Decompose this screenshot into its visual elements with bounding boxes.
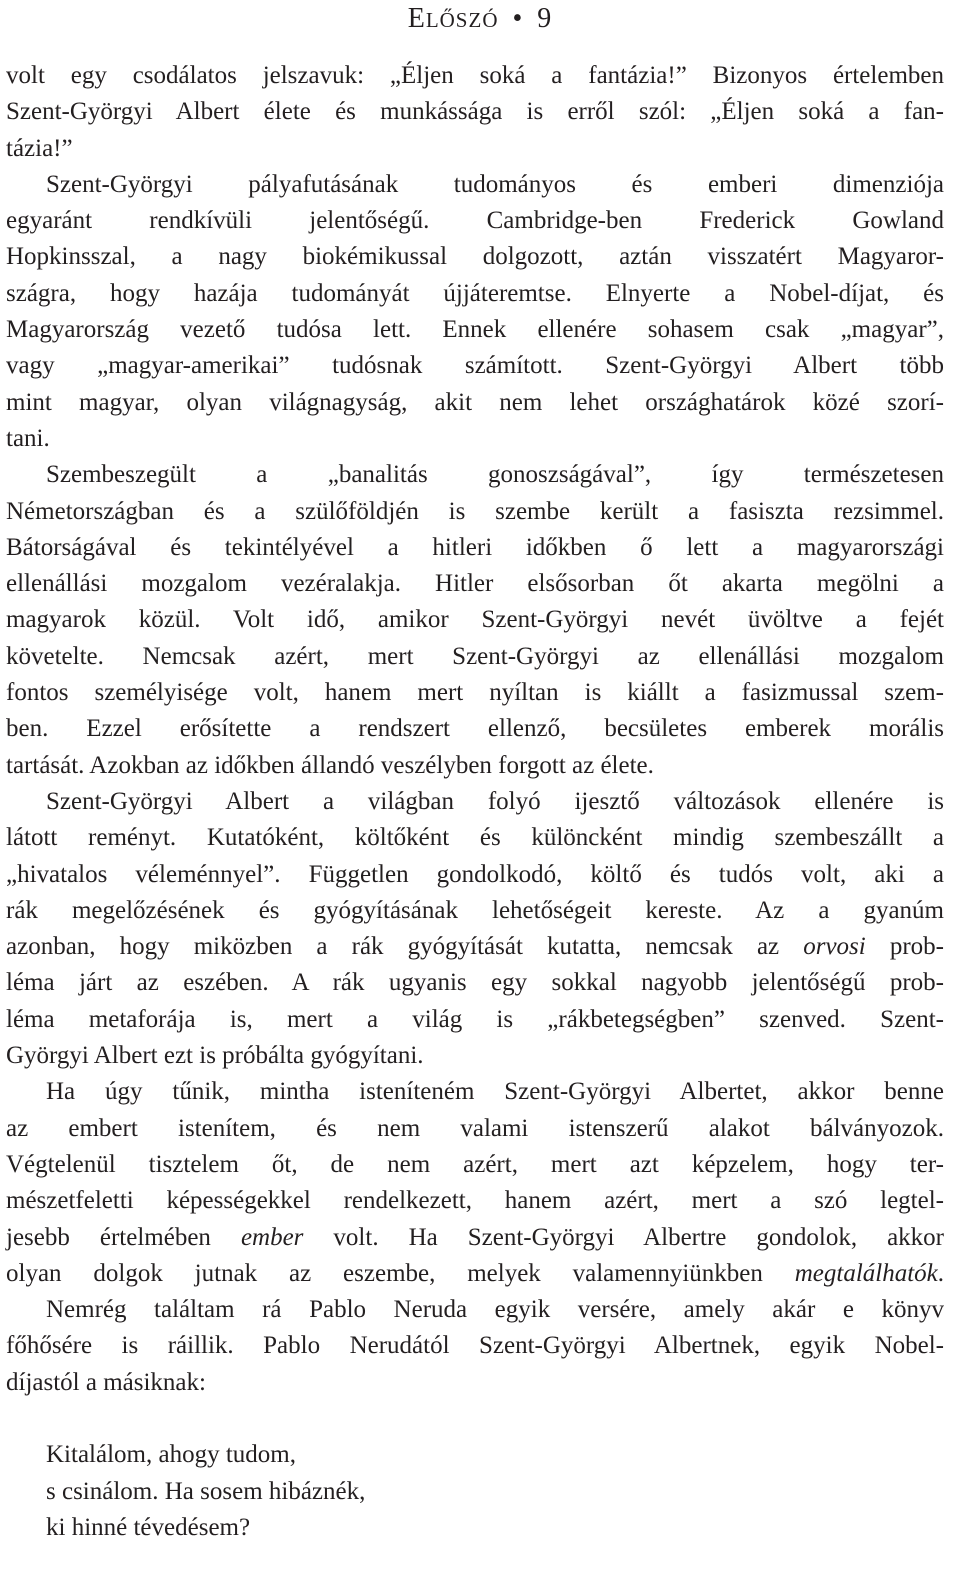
text-line: követelte. Nemcsak azért, mert Szent-Györgyi az ellenállási mozgalom <box>6 642 944 670</box>
text-line: Magyarország vezető tudósa lett. Ennek ellenére sohasem csak „magyar”, <box>6 316 944 344</box>
text-line: Nemrég találtam rá Pablo Neruda egyik versére, amely akár e könyv <box>46 1296 944 1324</box>
text-run: . <box>937 1259 944 1287</box>
text-line: mint magyar, olyan világnagyság, akit nem lehet országhatárok közé szorí- <box>6 388 944 416</box>
verse-line: s csinálom. Ha sosem hibáznék, <box>46 1477 366 1505</box>
text-line: Szembeszegült a „banalitás gonoszságával”, így természetesen <box>46 461 944 489</box>
text-line: látott reményt. Kutatóként, költőként és különcként mindig szembeszállt a <box>6 824 944 852</box>
text-line: Szent-Györgyi pályafutásának tudományos és emberi dimenziója <box>46 170 944 198</box>
body-text <box>6 58 944 1546</box>
text-line: szágra, hogy hazája tudományát újjáteremtse. Elnyerte a Nobel-díjat, és <box>6 279 944 307</box>
emphasis: megtalálhatók <box>794 1259 938 1287</box>
text-line: Hopkinsszal, a nagy biokémikussal dolgozott, aztán visszatért Magyaror- <box>6 243 944 271</box>
text-line: az embert istenítem, és nem valami istenszerű alakot bálványozok. <box>6 1114 944 1142</box>
emphasis: ember <box>240 1223 304 1251</box>
text-line: Bátorságával és tekintélyével a hitleri időkben ő lett a magyarországi <box>6 533 944 561</box>
text-line: Szent-Györgyi Albert élete és munkássága is erről szól: „Éljen soká a fan- <box>6 98 944 126</box>
text-line: Végtelenül tisztelem őt, de nem azért, mert azt képzelem, hogy ter- <box>6 1150 944 1178</box>
text-line: léma járt az eszében. A rák ugyanis egy sokkal nagyobb jelentőségű prob- <box>6 969 944 997</box>
text-line: tázia!” <box>6 134 73 162</box>
text-line: volt egy csodálatos jelszavuk: „Éljen soká a fantázia!” Bizonyos értelemben <box>6 62 944 89</box>
text-line: egyaránt rendkívüli jelentőségű. Cambridge-ben Frederick Gowland <box>6 207 944 235</box>
text-line: „hivatalos véleménnyel”. Független gondolkodó, költő és tudós volt, aki a <box>6 860 944 888</box>
verse-line: Kitalálom, ahogy tudom, <box>46 1441 296 1469</box>
verse-line: ki hinné tévedésem? <box>46 1513 251 1541</box>
text-line: Györgyi Albert ezt is próbálta gyógyítani. <box>6 1042 424 1070</box>
text-line: Szent-Györgyi Albert a világban folyó ijesztő változások ellenére is <box>46 787 944 815</box>
text-line: mészetfeletti képességekkel rendelkezett, hanem azért, mert a szó legtel- <box>6 1187 944 1215</box>
text-line: léma metaforája is, mert a világ is „rákbetegségben” szenved. Szent- <box>6 1005 944 1033</box>
text-run: azonban, hogy miközben a rák gyógyítását kutatta, nemcsak az <box>6 933 804 961</box>
text-run: prob- <box>865 933 944 961</box>
text-line: vagy „magyar-amerikai” tudósnak számított. Szent-Györgyi Albert több <box>6 352 944 380</box>
text-line: tani. <box>6 424 50 452</box>
text-line: rák megelőzésének és gyógyításának lehetőségeit kereste. Az a gyanúm <box>6 896 944 924</box>
text-line: Ha úgy tűnik, mintha isteníteném Szent-Györgyi Albertet, akkor benne <box>46 1078 944 1106</box>
running-header <box>0 2 960 37</box>
text-line <box>6 1220 944 1256</box>
page-number: 9 <box>537 3 553 34</box>
text-line: tartását. Azokban az időkben állandó veszélyben forgott az élete. <box>6 751 654 779</box>
text-run: jesebb értelmében <box>6 1223 241 1251</box>
text-line: díjastól a másiknak: <box>6 1368 206 1396</box>
blank-line <box>6 1401 944 1437</box>
text-line: Németországban és a szülőföldjén is szembe került a fasiszta rezsimmel. <box>6 497 944 525</box>
text-line: ben. Ezzel erősítette a rendszert ellenző, becsületes emberek morális <box>6 715 944 743</box>
text-line: magyarok közül. Volt idő, amikor Szent-Györgyi nevét üvöltve a fejét <box>6 606 944 634</box>
text-line <box>6 929 944 965</box>
text-line <box>6 1256 944 1292</box>
header-title-rest: LŐSZÓ <box>425 8 499 32</box>
emphasis: orvosi <box>803 933 866 961</box>
text-run: olyan dolgok jutnak az eszembe, melyek valamennyiünkben <box>6 1259 795 1287</box>
text-run: volt. Ha Szent-Györgyi Albertre gondolok, akkor <box>303 1223 945 1251</box>
text-line: fontos személyisége volt, hanem mert nyíltan is kiállt a fasizmussal szem- <box>6 679 944 707</box>
text-line: főhősére is ráillik. Pablo Nerudától Szent-Györgyi Albertnek, egyik Nobel- <box>6 1332 944 1360</box>
text-line: ellenállási mozgalom vezéralakja. Hitler elsősorban őt akarta megölni a <box>6 570 944 598</box>
header-title-initial: E <box>407 3 426 34</box>
header-bullet: • <box>512 3 524 34</box>
